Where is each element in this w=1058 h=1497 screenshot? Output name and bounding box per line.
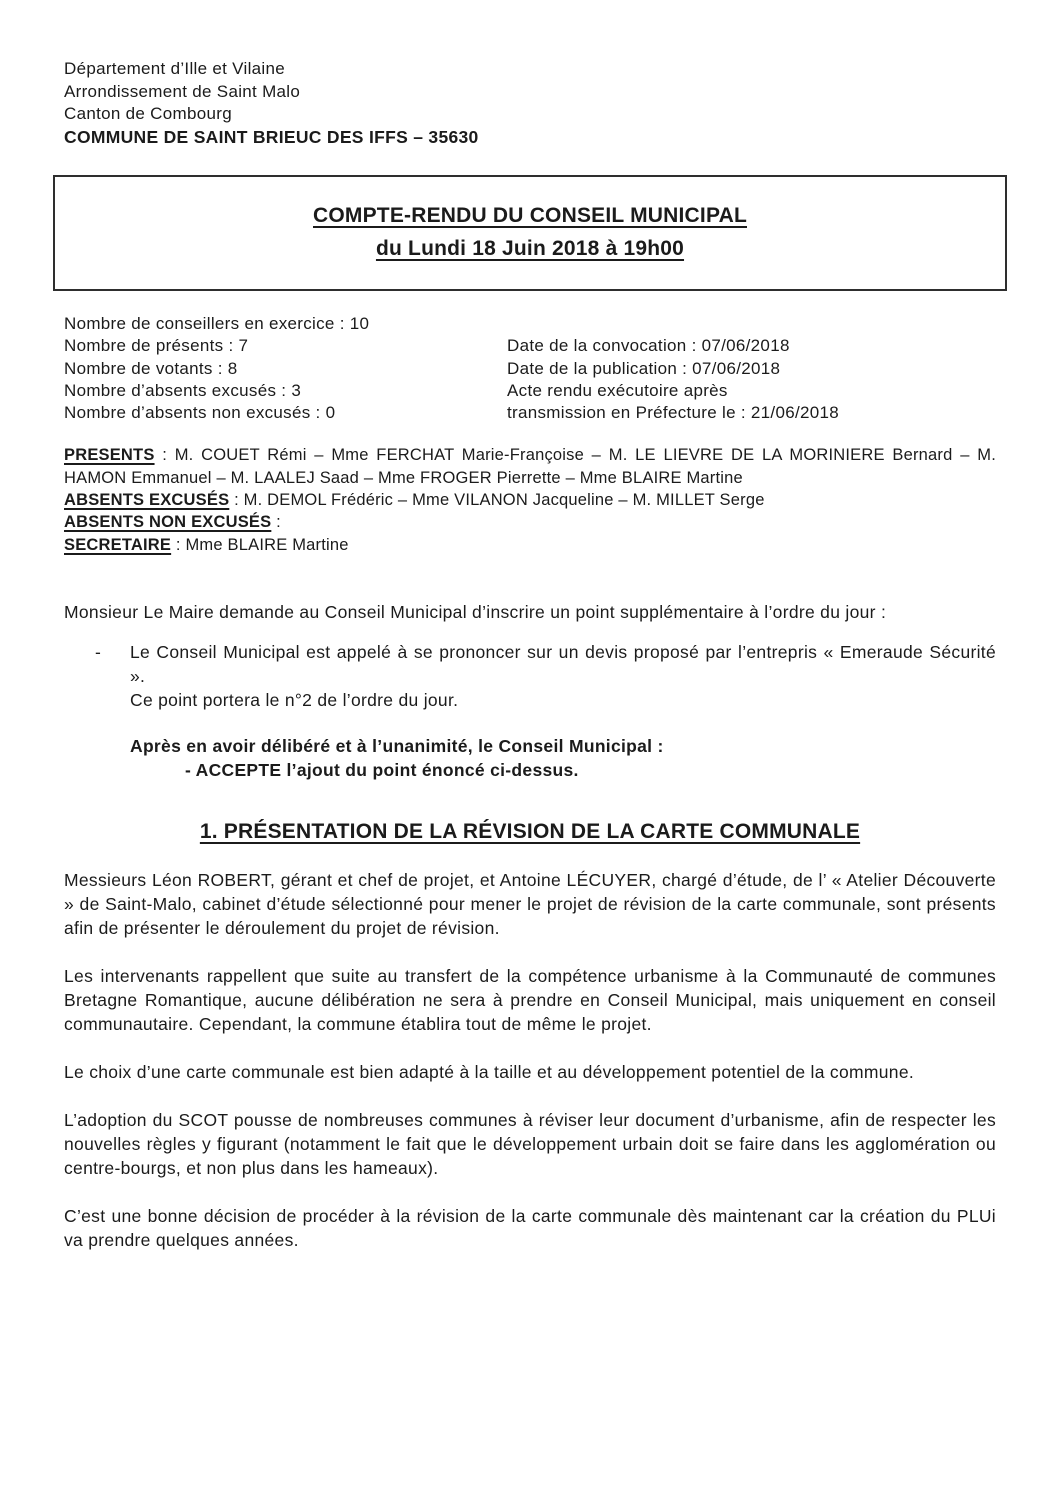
body-paragraph: Le choix d’une carte communale est bien adapté à la taille et au développement potentiel de la commune. bbox=[64, 1061, 915, 1082]
body-paragraph: Messieurs Léon ROBERT, gérant et chef de projet, et Antoine LÉCUYER, chargé d’étude, de l’ « Atelier Découverte » de Saint-Malo, cabinet d’étude sélectionné pour mener le projet de révision de la carte communale, sont présents afin de présenter le déroulement du projet de révision. bbox=[64, 869, 996, 938]
admin-header bbox=[64, 58, 996, 148]
stats-row bbox=[64, 335, 996, 357]
decision-line: - ACCEPTE l’ajout du point énoncé ci-dessus. bbox=[185, 759, 579, 780]
deliberation-block bbox=[64, 734, 996, 782]
intro-paragraph: Monsieur Le Maire demande au Conseil Municipal d’inscrire un point supplémentaire à l’ordre du jour : bbox=[64, 601, 887, 622]
absents-non-excuses-label: ABSENTS NON EXCUSÉS bbox=[64, 513, 272, 532]
secretaire-row bbox=[64, 534, 996, 556]
stats-right-cell: Acte rendu exécutoire après bbox=[507, 380, 728, 400]
body-paragraph: L’adoption du SCOT pousse de nombreuses communes à réviser leur document d’urbanisme, afin de respecter les nouvelles règles y figurant (notamment le fait que le développement urbain doit se faire dans les agglomération ou centre-bourgs, et non plus dans les hameaux). bbox=[64, 1109, 996, 1178]
arrondissement-line: Arrondissement de Saint Malo bbox=[64, 81, 301, 101]
stats-left-cell: Nombre d’absents non excusés : 0 bbox=[64, 403, 336, 423]
stats-left-cell: Nombre de votants : 8 bbox=[64, 358, 238, 378]
title-box bbox=[53, 175, 1007, 291]
canton-line: Canton de Combourg bbox=[64, 104, 232, 123]
secretaire-label: SECRETAIRE bbox=[64, 535, 172, 554]
section-1-heading: 1. PRÉSENTATION DE LA RÉVISION DE LA CARTE COMMUNALE bbox=[199, 819, 861, 843]
absents-non-excuses-names: : bbox=[271, 513, 281, 532]
absents-non-excuses-row bbox=[64, 511, 996, 533]
meeting-stats bbox=[64, 313, 996, 424]
stats-left-cell: Nombre d’absents excusés : 3 bbox=[64, 380, 302, 400]
stats-left-cell: Nombre de présents : 7 bbox=[64, 336, 249, 356]
stats-row bbox=[64, 358, 996, 380]
stats-right-cell: Date de la convocation : 07/06/2018 bbox=[507, 336, 790, 356]
meeting-title: COMPTE-RENDU DU CONSEIL MUNICIPAL bbox=[313, 204, 747, 227]
secretaire-name: : Mme BLAIRE Martine bbox=[171, 535, 349, 554]
stats-row bbox=[64, 380, 996, 402]
body-paragraph: Les intervenants rappellent que suite au transfert de la compétence urbanisme à la Communauté de communes Bretagne Romantique, aucune délibération ne sera à prendre en Conseil Municipal, mais uniquement en conseil communautaire. Cependant, la commune établira tout de même le projet. bbox=[64, 965, 996, 1034]
bullet-text: Le Conseil Municipal est appelé à se prononcer sur un devis proposé par l’entrepris « Emeraude Sécurité ». bbox=[130, 641, 996, 686]
agenda-bullet-item bbox=[64, 640, 996, 712]
body-paragraph: C’est une bonne décision de procéder à la révision de la carte communale dès maintenant car la création du PLUi va prendre quelques années. bbox=[64, 1205, 996, 1250]
section-1-body bbox=[64, 868, 996, 1252]
absents-excuses-names: : M. DEMOL Frédéric – Mme VILANON Jacqueline – M. MILLET Serge bbox=[229, 491, 765, 510]
presents-row bbox=[64, 444, 996, 489]
commune-line: COMMUNE DE SAINT BRIEUC DES IFFS – 35630 bbox=[64, 126, 479, 147]
absents-excuses-label: ABSENTS EXCUSÉS bbox=[64, 491, 230, 510]
presents-label: PRESENTS bbox=[64, 446, 155, 465]
presents-names: : M. COUET Rémi – Mme FERCHAT Marie-Françoise – M. LE LIEVRE DE LA MORINIERE Bernard – M. HAMON Emmanuel – M. LAALEJ Saad – Mme FROGER Pierrette – Mme BLAIRE Martine bbox=[64, 446, 996, 487]
bullet-body bbox=[130, 640, 996, 712]
bullet-note: Ce point portera le n°2 de l’ordre du jour. bbox=[130, 689, 459, 710]
stats-row bbox=[64, 402, 996, 424]
bullet-dash: - bbox=[95, 641, 102, 662]
stats-right-cell: transmission en Préfecture le : 21/06/2018 bbox=[507, 403, 840, 423]
deliberation-line: Après en avoir délibéré et à l’unanimité, le Conseil Municipal : bbox=[130, 735, 664, 756]
stats-left-cell: Nombre de conseillers en exercice : 10 bbox=[64, 314, 370, 333]
absents-excuses-row bbox=[64, 489, 996, 511]
agenda-addition-block bbox=[64, 600, 996, 782]
stats-right-cell bbox=[507, 313, 996, 335]
departement-line: Département d’Ille et Vilaine bbox=[64, 59, 286, 78]
stats-right-cell: Date de la publication : 07/06/2018 bbox=[507, 358, 781, 378]
meeting-datetime: du Lundi 18 Juin 2018 à 19h00 bbox=[375, 237, 685, 260]
attendance-block bbox=[64, 444, 996, 555]
stats-row bbox=[64, 313, 996, 335]
